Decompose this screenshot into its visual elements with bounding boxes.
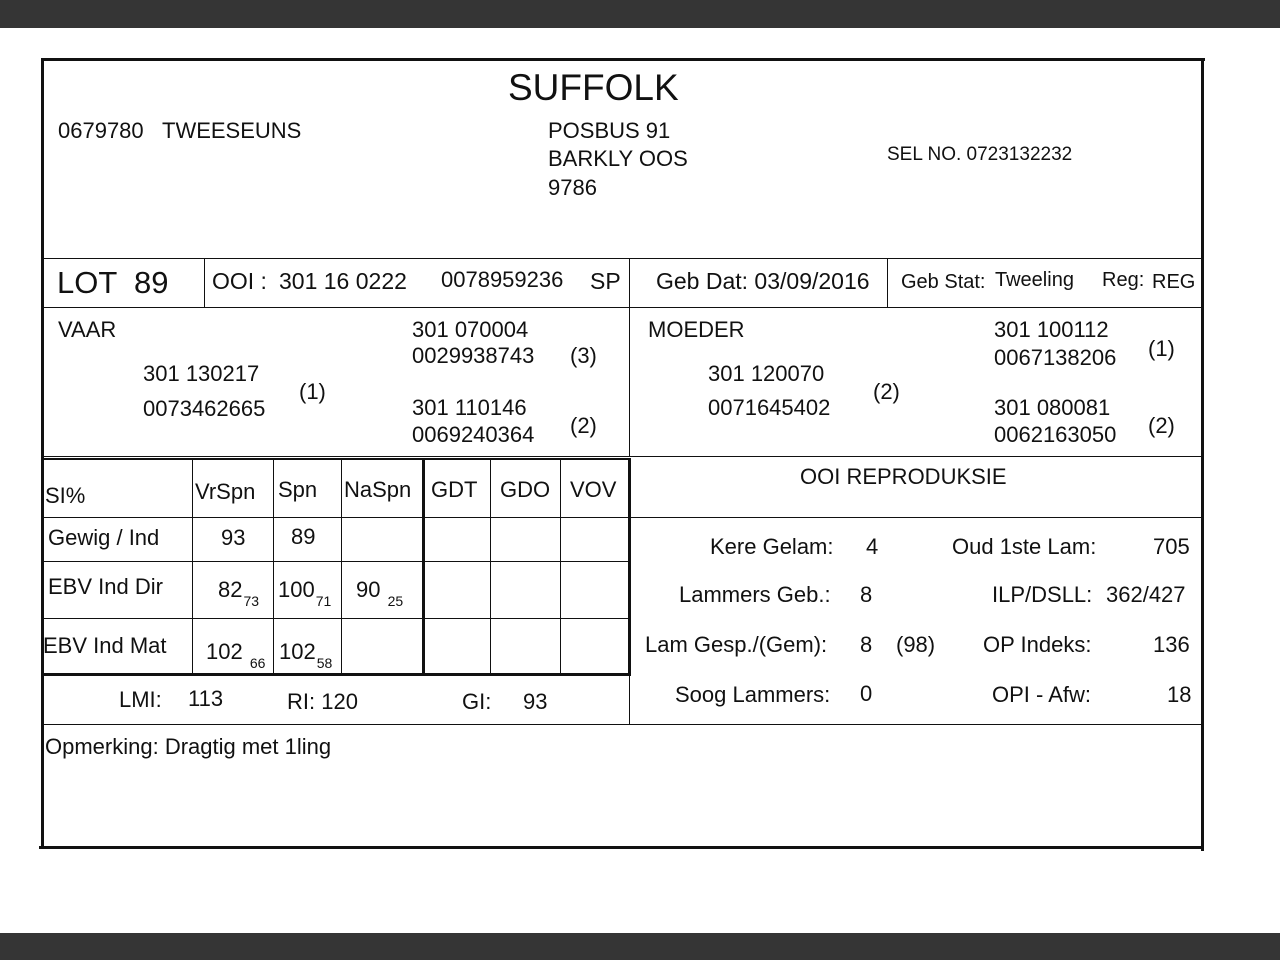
perf-top bbox=[43, 458, 631, 460]
dam-dam-score: (2) bbox=[1148, 413, 1175, 438]
repro-left-label-3: Lam Gesp./(Gem): bbox=[645, 632, 828, 657]
perf-right bbox=[628, 459, 631, 675]
repro-right-label-2: ILP/DSLL: bbox=[992, 582, 1093, 607]
perf-header-gdt: GDT bbox=[431, 477, 478, 502]
perf-row3-spn: $102_{58}$ bbox=[279, 639, 333, 671]
sire-sire-score: (3) bbox=[570, 343, 597, 368]
lot-div-3 bbox=[887, 258, 888, 308]
top-bar bbox=[0, 0, 1280, 28]
dam-dam-id: 301 080081 bbox=[994, 395, 1111, 420]
sire-sire-reg: 0029938743 bbox=[412, 343, 535, 368]
sire-sire-id: 301 070004 bbox=[412, 317, 529, 342]
repro-left-label-1: Kere Gelam: bbox=[710, 534, 834, 559]
repro-right-label-3: OP Indeks: bbox=[983, 632, 1092, 657]
gi-label: GI: bbox=[462, 689, 492, 714]
ewe-flag: SP bbox=[590, 268, 621, 294]
address-line-3: 9786 bbox=[548, 175, 597, 200]
sire-dam-reg: 0069240364 bbox=[412, 422, 535, 447]
index-row-bottom bbox=[43, 724, 1202, 725]
repro-right-value-3: 136 bbox=[1153, 632, 1190, 657]
lmi-label: LMI: bbox=[119, 687, 162, 712]
perf-header-gdo: GDO bbox=[500, 477, 551, 502]
dam-label: MOEDER bbox=[648, 317, 745, 342]
sire-reg: 0073462665 bbox=[143, 396, 266, 421]
perf-col-1 bbox=[192, 459, 193, 675]
pedigree-bottom bbox=[43, 456, 1202, 457]
repro-right-label-4: OPI - Afw: bbox=[992, 682, 1092, 707]
repro-right-value-1: 705 bbox=[1153, 534, 1190, 559]
birth-status-label: Geb Stat: bbox=[901, 271, 986, 293]
reg-label: Reg: bbox=[1102, 269, 1145, 291]
card-border-right bbox=[1201, 58, 1204, 851]
perf-row1-spn: 89 bbox=[291, 524, 316, 549]
lot-row-bottom bbox=[43, 307, 1202, 308]
dam-id: 301 120070 bbox=[708, 361, 825, 386]
repro-right-value-4: 18 bbox=[1167, 682, 1192, 707]
repro-divider bbox=[629, 676, 630, 725]
lmi-value: 113 bbox=[188, 686, 224, 711]
perf-header-naspn: NaSpn bbox=[344, 477, 412, 502]
dam-dam-reg: 0062163050 bbox=[994, 422, 1117, 447]
perf-row2-naspn: 90 $_{25}$ bbox=[356, 577, 404, 609]
breed-title: SUFFOLK bbox=[508, 67, 679, 108]
lot-div-2 bbox=[629, 258, 630, 308]
perf-header-spn: Spn bbox=[278, 477, 318, 502]
perf-col-2 bbox=[273, 459, 274, 675]
lot-label: LOT bbox=[57, 265, 118, 300]
ewe-reg-no: 0078959236 bbox=[441, 267, 564, 292]
perf-row2-vrspn: $82_{73}$ bbox=[218, 577, 260, 609]
bottom-bar bbox=[0, 933, 1280, 960]
dam-sire-score: (1) bbox=[1148, 336, 1175, 361]
card-border-left bbox=[41, 58, 44, 849]
pedigree-divider bbox=[629, 307, 630, 457]
sire-dam-id: 301 110146 bbox=[412, 395, 527, 420]
perf-header-bottom bbox=[43, 517, 631, 518]
card-border-top bbox=[41, 58, 1205, 61]
perf-row1-label: Gewig / Ind bbox=[48, 525, 160, 550]
sire-dam-score: (2) bbox=[570, 413, 597, 438]
birth-status-value: Tweeling bbox=[995, 269, 1074, 291]
birth-date: Geb Dat: 03/09/2016 bbox=[656, 268, 870, 294]
perf-row1-bottom bbox=[43, 561, 631, 562]
perf-header-si: SI% bbox=[45, 483, 86, 508]
perf-header-vov: VOV bbox=[570, 477, 617, 502]
repro-left-value-2: 8 bbox=[860, 582, 873, 607]
sire-score: (1) bbox=[299, 379, 326, 404]
dam-reg: 0071645402 bbox=[708, 395, 831, 420]
address-line-2: BARKLY OOS bbox=[548, 146, 688, 171]
perf-header-vrspn: VrSpn bbox=[195, 479, 256, 504]
cell-number: SEL NO. 0723132232 bbox=[887, 144, 1073, 165]
lot-row-top bbox=[43, 258, 1202, 259]
ewe-id: 301 16 0222 bbox=[279, 268, 407, 294]
perf-row3-label: EBV Ind Mat bbox=[43, 633, 167, 658]
repro-left-value-3: 8 bbox=[860, 632, 873, 657]
reg-value: REG bbox=[1152, 271, 1196, 293]
repro-title-bottom bbox=[631, 517, 1202, 518]
perf-col-3 bbox=[341, 459, 342, 675]
perf-row2-spn: $100_{71}$ bbox=[278, 577, 332, 609]
repro-title: OOI REPRODUKSIE bbox=[800, 464, 1007, 489]
perf-bottom bbox=[43, 673, 631, 676]
repro-left-value-4: 0 bbox=[860, 681, 873, 706]
remark-text: Opmerking: Dragtig met 1ling bbox=[45, 734, 332, 759]
owner-code: 0679780 bbox=[58, 118, 144, 143]
card-border-bottom bbox=[39, 846, 1201, 849]
repro-left-label-4: Soog Lammers: bbox=[675, 682, 831, 707]
lot-number: 89 bbox=[134, 265, 169, 300]
dam-score: (2) bbox=[873, 379, 900, 404]
perf-col-5 bbox=[490, 459, 491, 675]
repro-left-value-1: 4 bbox=[866, 534, 879, 559]
gi-value: 93 bbox=[523, 689, 548, 714]
ewe-label: OOI : bbox=[212, 268, 267, 294]
address-line-1: POSBUS 91 bbox=[548, 118, 671, 143]
repro-left-label-2: Lammers Geb.: bbox=[679, 582, 831, 607]
sire-label: VAAR bbox=[58, 317, 117, 342]
dam-sire-id: 301 100112 bbox=[994, 317, 1109, 342]
perf-row2-bottom bbox=[43, 618, 631, 619]
ri-value: RI: 120 bbox=[287, 689, 358, 714]
dam-sire-reg: 0067138206 bbox=[994, 345, 1117, 370]
repro-right-label-1: Oud 1ste Lam: bbox=[952, 534, 1097, 559]
perf-col-6 bbox=[560, 459, 561, 675]
owner-name: TWEESEUNS bbox=[162, 118, 302, 143]
repro-left-extra-3: (98) bbox=[896, 632, 936, 657]
perf-row2-label: EBV Ind Dir bbox=[48, 574, 163, 599]
repro-right-value-2: 362/427 bbox=[1106, 582, 1186, 607]
sire-id: 301 130217 bbox=[143, 361, 260, 386]
perf-row3-vrspn: 102 $_{66}$ bbox=[206, 639, 266, 671]
perf-row1-vrspn: 93 bbox=[221, 525, 246, 550]
lot-div-1 bbox=[204, 258, 205, 308]
perf-col-4 bbox=[422, 459, 425, 675]
